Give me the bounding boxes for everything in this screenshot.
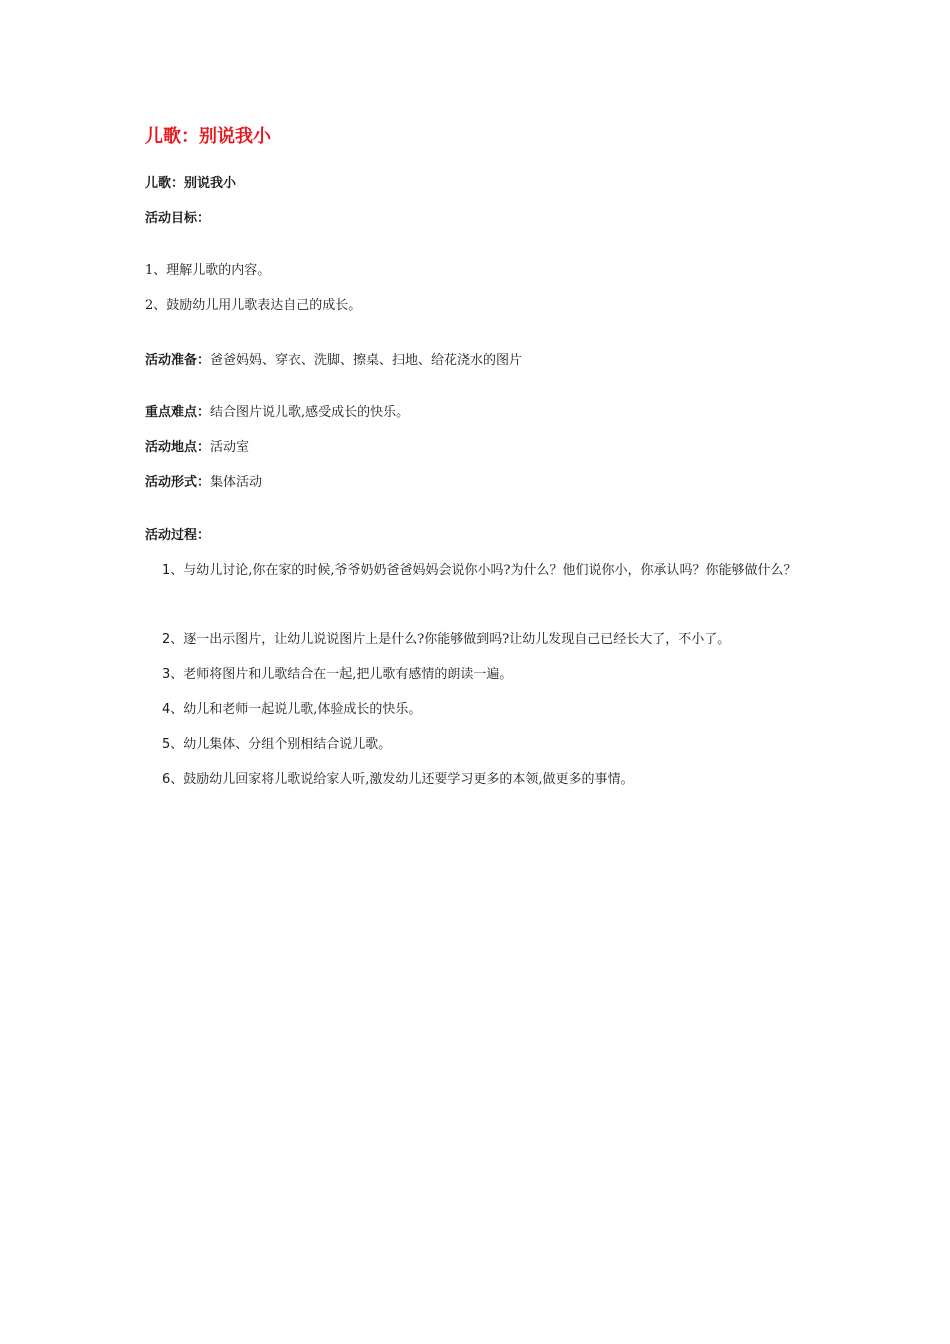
- step-number: 1: [162, 563, 171, 578]
- step-number: 4: [162, 702, 171, 717]
- step-number: 6: [162, 772, 171, 787]
- format-value: 集体活动: [210, 475, 263, 490]
- process-step: [162, 735, 391, 755]
- process-step: [162, 770, 634, 790]
- process-step: [145, 553, 810, 588]
- objectives-heading: 活动目标：: [145, 211, 211, 226]
- preparation-label: 活动准备：: [145, 353, 211, 368]
- objective-item: 1、理解儿歌的内容。: [145, 263, 271, 278]
- step-text: 、幼儿和老师一起说儿歌,体验成长的快乐。: [170, 702, 422, 717]
- objective-item: 2、鼓励幼儿用儿歌表达自己的成长。: [145, 298, 362, 313]
- step-text: 、老师将图片和儿歌结合在一起,把儿歌有感情的朗读一遍。: [170, 667, 513, 682]
- step-number: 3: [162, 667, 171, 682]
- key-points-line: [145, 403, 409, 423]
- process-step: [162, 665, 512, 685]
- step-text: 、逐一出示图片，让幼儿说说图片上是什么?你能够做到吗?让幼儿发现自己已经长大了，不小了。: [170, 632, 731, 647]
- preparation-line: [145, 351, 522, 371]
- step-text: 、鼓励幼儿回家将儿歌说给家人听,激发幼儿还要学习更多的本领,做更多的事情。: [170, 772, 634, 787]
- step-number: 5: [162, 737, 171, 752]
- step-number: 2: [162, 632, 171, 647]
- key-points-value: 结合图片说儿歌,感受成长的快乐。: [210, 405, 410, 420]
- process-step: [162, 630, 730, 650]
- subtitle: 儿歌：别说我小: [145, 176, 237, 191]
- step-text: 、幼儿集体、分组个别相结合说儿歌。: [170, 737, 392, 752]
- process-step: [162, 700, 421, 720]
- format-line: [145, 473, 262, 493]
- location-line: [145, 438, 249, 458]
- step-text: 、与幼儿讨论,你在家的时候,爷爷奶奶爸爸妈妈会说你小吗?为什么？他们说你小，你承认吗？你能够做什么？: [170, 563, 797, 578]
- key-points-label: 重点难点：: [145, 405, 211, 420]
- preparation-value: 爸爸妈妈、穿衣、洗脚、擦桌、扫地、给花浇水的图片: [210, 353, 523, 368]
- location-label: 活动地点：: [145, 440, 211, 455]
- document-title: 儿歌：别说我小: [145, 126, 271, 147]
- location-value: 活动室: [210, 440, 250, 455]
- process-heading: 活动过程：: [145, 528, 211, 543]
- format-label: 活动形式：: [145, 475, 211, 490]
